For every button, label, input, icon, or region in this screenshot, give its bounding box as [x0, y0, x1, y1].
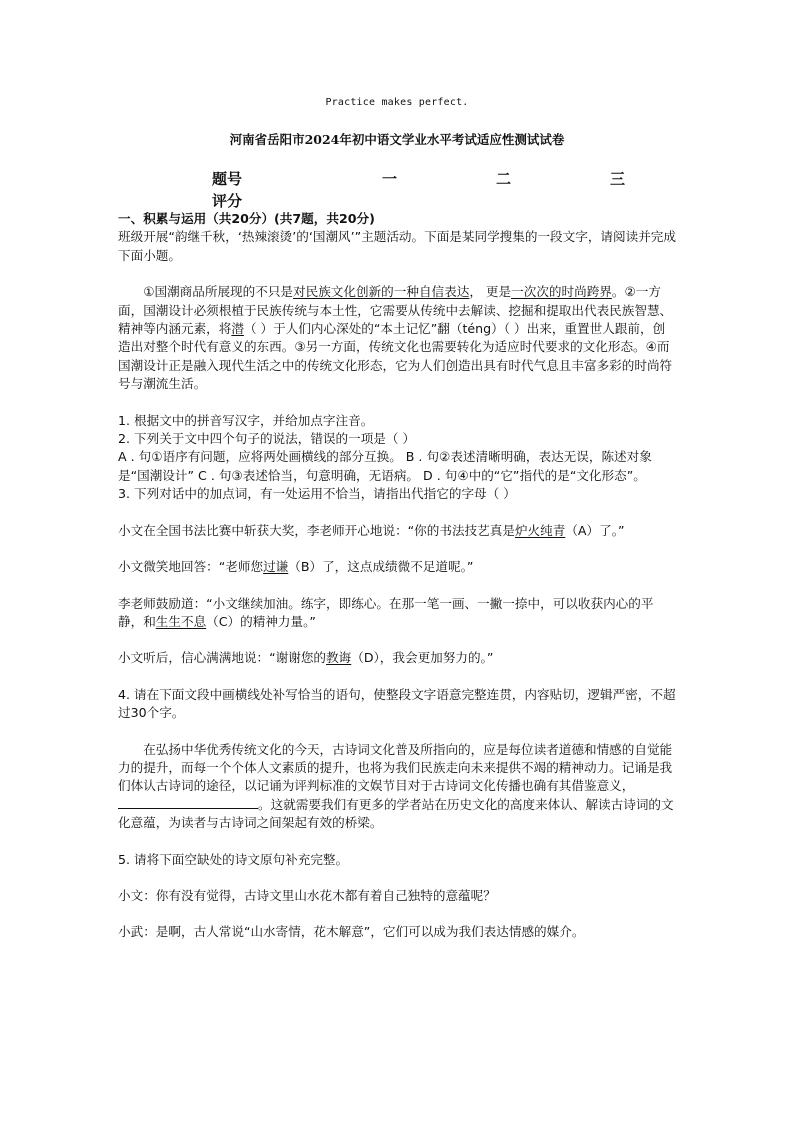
exam-title: 河南省岳阳市2024年初中语文学业水平考试适应性测试试卷	[229, 132, 565, 147]
score-table-score-label: 评分	[212, 192, 243, 210]
question-2: 2. 下列关于文中四个句子的说法，错误的一项是（ ）	[118, 431, 416, 447]
question-4-passage: 在弘扬中华优秀传统文化的今天，古诗词文化普及所指向的，应是每位读者道德和情感的自觉能力的提升，而每一个个体人文素质的提升，也将为我们民族走向未来提供不竭的精神动力。记诵是我们体认古诗词的途径，以记诵为评判标准的文娱节目对于古诗词文化传播也确有其借鉴意义，。这就需要我们有更多的学者站在历史文化的高度来体认、解读古诗词的文化意蕴，为读者与古诗词之间架起有效的桥梁。	[118, 741, 674, 831]
score-column-1: 一	[382, 170, 398, 188]
score-column-3: 三	[610, 170, 626, 188]
exam-content	[118, 210, 676, 942]
dotted-char: 潜	[231, 321, 244, 337]
score-column-2: 二	[496, 170, 512, 188]
dialogue-line-1: 小文在全国书法比赛中斩获大奖，李老师开心地说：“你的书法技艺真是炉火纯青（A）了。”	[118, 522, 625, 538]
dialogue-line-3: 李老师鼓励道：“小文继续加油。练字，即练心。在那一笔一画、一撇一捺中，可以收获内心的平静，和生生不息（C）的精神力量。”	[118, 595, 654, 629]
underlined-phrase-1: 对民族文化创新的一种自信表达	[293, 284, 470, 300]
question-3: 3. 下列对话中的加点词，有一处运用不恰当，请指出代指它的字母（ ）	[118, 486, 516, 502]
underlined-phrase-2: 一次次的时尚跨界	[511, 284, 612, 300]
dialogue-line-4: 小文听后，信心满满地说：“谢谢您的教诲（D），我会更加努力的。”	[118, 650, 494, 666]
question-2-options: A . 句①语序有问题，应将两处画横线的部分互换。 B . 句②表述清晰明确，表达无误，陈述对象是“国潮设计” C . 句③表述恰当，句意明确，无语病。 D . 句④中的“它”指代的是“文化形态”。	[118, 449, 652, 483]
question-4: 4. 请在下面文段中画横线处补写恰当的语句，使整段文字语意完整连贯，内容贴切，逻辑严密，不超过30个字。	[118, 686, 676, 721]
question-5-dialogue-1: 小文：你有没有觉得，古诗文里山水花木都有着自己独特的意蕴呢？	[118, 887, 496, 903]
score-table-question-label: 题号	[212, 170, 243, 188]
question-5-dialogue-2: 小武：是啊，古人常说“山水寄情，花木解意”，它们可以成为我们表达情感的媒介。	[118, 924, 585, 940]
answer-blank[interactable]	[118, 796, 258, 809]
section-title: 一、积累与运用（共20分）(共7题，共20分)	[118, 211, 375, 226]
question-5: 5. 请将下面空缺处的诗文原句补充完整。	[118, 851, 349, 867]
reading-passage: ①国潮商品所展现的不只是对民族文化创新的一种自信表达， 更是一次次的时尚跨界。②一方面，国潮设计必须根植于民族传统与本土性，它需要从传统中去解读、挖掘和提取出代表民族智慧、精神等内涵元素，将潜（ ）于人们内心深处的“本土记忆”翻（téng）（ ）出来，重置世人跟前，创造出对整个时代有意义的东西。③另一方面，传统文化也需要转化为适应时代要求的文化形态。④而国潮设计正是融入现代生活之中的传统文化形态，它为人们创造出具有时代气息且丰富多彩的时尚符号与潮流生活。	[118, 284, 673, 392]
dialogue-line-2: 小文微笑地回答：“老师您过谦（B）了，这点成绩微不足道呢。”	[118, 559, 474, 575]
question-1: 1. 根据文中的拼音写汉字，并给加点字注音。	[118, 412, 374, 428]
page-header: Practice makes perfect.	[325, 97, 469, 108]
intro-text: 班级开展“韵继千秋，‘热辣滚烫’的‘国潮风’”主题活动。下面是某同学搜集的一段文字，请阅读并完成下面小题。	[118, 229, 676, 263]
